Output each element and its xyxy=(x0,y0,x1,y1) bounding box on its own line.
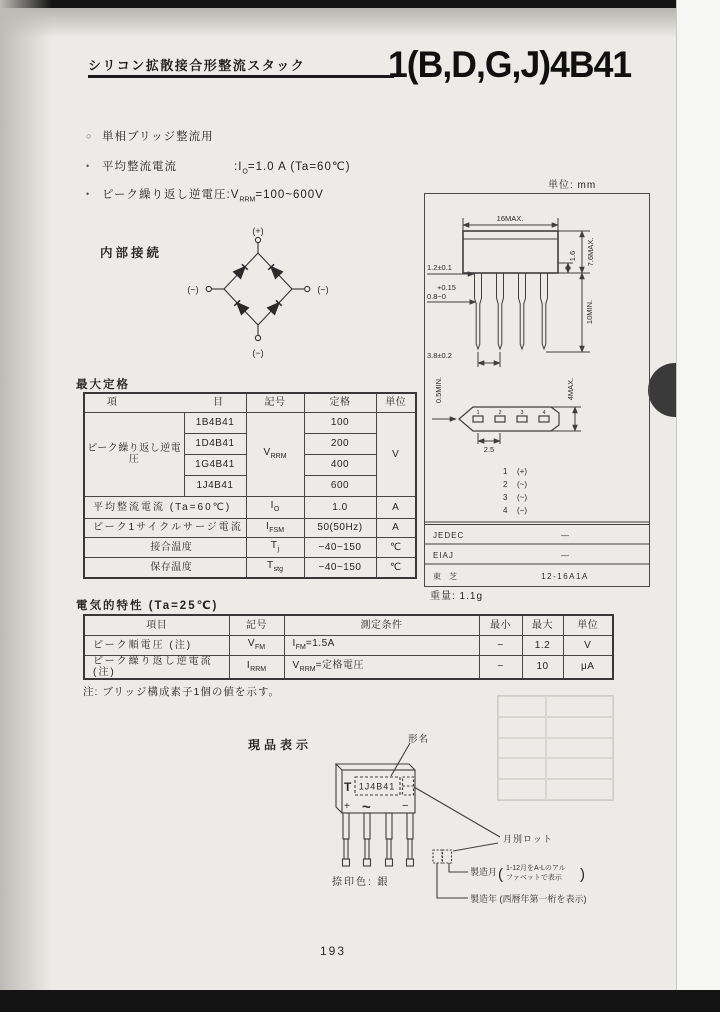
symbol-cell: $V_{FM}$ xyxy=(229,635,284,655)
item-cell: ピーク繰り返し逆電流 (注) xyxy=(84,655,229,679)
value-cell: −40~150 xyxy=(304,537,376,557)
header-condition: 測定条件 xyxy=(284,615,479,635)
plus-mark: + xyxy=(344,801,350,812)
unit-cell: ℃ xyxy=(376,557,416,578)
scan-right-margin xyxy=(676,0,720,1012)
item-cell: 接合温度 xyxy=(84,537,246,557)
eiaj-label: EIAJ xyxy=(433,551,454,560)
feature-avg-current: • 平均整流電流 $:I_O=1.0$ A (Ta=60℃) xyxy=(86,161,351,176)
condition-cell: $I_{FM}=1.5A$ xyxy=(284,635,479,655)
bottom-view-lines xyxy=(432,407,581,444)
jedec-label: JEDEC xyxy=(433,531,465,540)
dim-lead-length: 10MIN. xyxy=(585,299,594,325)
pin-legend xyxy=(503,467,527,515)
terminal-plus-label: (+) xyxy=(252,226,264,236)
year-label: 製造年 (西暦年第一桁を表示) xyxy=(470,894,587,904)
toshiba-value: 12-16A1A xyxy=(541,572,589,581)
dim-thickness: 4MAX. xyxy=(566,377,575,401)
symbol-cell: $I_O$ xyxy=(246,496,304,518)
header-unit: 単位 xyxy=(376,393,416,412)
toshiba-label: 東芝 xyxy=(433,572,465,581)
internal-connection-title: 内部接続 xyxy=(100,246,163,260)
table-row xyxy=(84,635,613,655)
item-cell: 保存温度 xyxy=(84,557,246,578)
table-row xyxy=(84,557,416,578)
table-note: 注: ブリッジ構成素子1個の値を示す。 xyxy=(83,686,280,698)
header-underline xyxy=(88,75,394,78)
product-marking-drawing xyxy=(240,725,660,910)
header-unit: 単位 xyxy=(563,615,613,635)
unit-cell: μA xyxy=(563,655,613,679)
symbol-cell: $T_{stg}$ xyxy=(246,557,304,578)
front-view-lines xyxy=(427,218,590,367)
scan-edge-bottom xyxy=(0,990,720,1012)
category-title: シリコン拡散接合形整流スタック xyxy=(88,58,306,73)
pin-numbers xyxy=(476,410,545,416)
type-cell: 1D4B41 xyxy=(184,433,246,454)
ac-mark: ~ xyxy=(362,799,371,816)
bridge-wires xyxy=(206,237,310,340)
svg-text:3(~): 3 (~) xyxy=(503,493,527,502)
unit-cell: V xyxy=(563,635,613,655)
max-cell: 1.2 xyxy=(522,635,563,655)
paren-open: ( xyxy=(498,866,503,883)
part-number: 1(B,D,G,J)4B41 xyxy=(388,44,632,85)
svg-text:4(−): 4 (−) xyxy=(503,506,527,515)
minus-mark: − xyxy=(402,800,409,812)
dim-1-6: 1.6 xyxy=(568,250,577,262)
paren-close: ) xyxy=(580,866,585,883)
marking-title: 現品表示 xyxy=(248,738,313,752)
min-cell: − xyxy=(479,635,522,655)
value-cell: 50(50Hz) xyxy=(304,518,376,537)
value-cell: 200 xyxy=(304,433,376,454)
vrrm-symbol: $V_{RRM}$ xyxy=(246,412,304,496)
type-cell: 1J4B41 xyxy=(184,475,246,496)
terminal-minus-label: (−) xyxy=(252,348,264,358)
unit-cell: A xyxy=(376,496,416,518)
terminal-ac-right-label: (~) xyxy=(317,284,329,295)
table-row xyxy=(84,518,416,537)
unit-cell: V xyxy=(376,412,416,496)
weight-label: 重量: 1.1g xyxy=(430,591,484,602)
value-cell: −40~150 xyxy=(304,557,376,578)
dim-width: 16MAX. xyxy=(496,214,524,223)
scan-edge-left xyxy=(0,0,52,1012)
header-max: 最大 xyxy=(522,615,563,635)
month-note-line1: 1-12月をA-Lのアル xyxy=(506,865,566,872)
header-item: 項目 xyxy=(84,615,229,635)
value-cell: 1.0 xyxy=(304,496,376,518)
device-marking: 1J4B41 xyxy=(358,781,396,792)
type-name-label: 形名 xyxy=(408,734,430,745)
item-cell: 平均整流電流 (Ta=60℃) xyxy=(84,496,246,518)
svg-text:1: 1 xyxy=(476,410,480,416)
svg-text:3: 3 xyxy=(520,410,524,416)
eiaj-value: ― xyxy=(561,551,569,560)
dim-standoff: 0.5MIN. xyxy=(434,376,443,404)
dim-pitch: 3.8±0.2 xyxy=(427,351,452,360)
dim-lead-thickness: 0.8−0 xyxy=(427,292,446,301)
header-symbol: 記号 xyxy=(246,393,304,412)
header-symbol: 記号 xyxy=(229,615,284,635)
diode-icons xyxy=(234,264,282,314)
header-rating: 定格 xyxy=(304,393,376,412)
condition-cell: $V_{RRM}=$定格電圧 xyxy=(284,655,479,679)
value-cell: 100 xyxy=(304,412,376,433)
dimension-labels xyxy=(427,214,595,454)
dim-tol-plus: +0.15 xyxy=(437,283,456,292)
min-cell: − xyxy=(479,655,522,679)
terminal-ac-left-label: (~) xyxy=(187,284,199,295)
circle-bullet-icon: ○ xyxy=(86,131,93,141)
table-row xyxy=(84,655,613,679)
table-row xyxy=(84,537,416,557)
dot-bullet-icon: • xyxy=(86,161,91,171)
page-number: 193 xyxy=(320,944,347,958)
value-cell: 400 xyxy=(304,454,376,475)
lot-label: 月別ロット xyxy=(503,834,553,844)
max-ratings-title: 最大定格 xyxy=(76,379,130,391)
item-cell: ピーク1サイクルサージ電流 xyxy=(84,518,246,537)
svg-text:2(~): 2 (~) xyxy=(503,480,527,489)
scan-edge-top-fade xyxy=(0,8,720,38)
max-ratings-table xyxy=(83,392,417,579)
symbol-cell: $I_{FSM}$ xyxy=(246,518,304,537)
dot-bullet-icon: • xyxy=(86,189,91,199)
feature-application: ○ 単相ブリッジ整流用 xyxy=(86,131,214,143)
dim-height: 7.6MAX. xyxy=(586,237,595,267)
toshiba-logo-icon: T xyxy=(344,780,352,794)
ink-color-label: 捺印色: 銀 xyxy=(332,877,390,888)
feature-peak-voltage: • ピーク繰り返し逆電圧$:V_{RRM}=100\sim 600V$ xyxy=(86,189,324,204)
svg-text:1(+): 1 (+) xyxy=(503,467,527,476)
dim-pin-gap: 2.5 xyxy=(483,445,495,454)
dim-lead-width: 1.2±0.1 xyxy=(427,263,452,272)
month-label: 製造月 xyxy=(470,867,498,877)
header-item: 項 目 xyxy=(84,393,246,412)
month-note-line2: ファベットで表示 xyxy=(506,874,562,882)
symbol-cell: $I_{RRM}$ xyxy=(229,655,284,679)
registry-table xyxy=(433,531,589,581)
table-header-row xyxy=(84,615,613,635)
scan-edge-top xyxy=(0,0,720,8)
elec-title: 電気的特性 (Ta=25℃) xyxy=(76,600,219,612)
table-header-row xyxy=(84,393,416,412)
type-cell: 1B4B41 xyxy=(184,412,246,433)
unit-cell: ℃ xyxy=(376,537,416,557)
header-min: 最小 xyxy=(479,615,522,635)
symbol-cell: $T_j$ xyxy=(246,537,304,557)
type-cell: 1G4B41 xyxy=(184,454,246,475)
item-cell: ピーク順電圧 (注) xyxy=(84,635,229,655)
svg-text:4: 4 xyxy=(542,410,546,416)
elec-table xyxy=(83,614,614,680)
table-row xyxy=(84,496,416,518)
unit-label: 単位: mm xyxy=(548,180,597,191)
vrrm-item: ピーク繰り返し逆電圧 xyxy=(84,412,184,496)
jedec-value: ― xyxy=(561,531,569,540)
page-thumb-tab xyxy=(648,363,676,417)
registry-divider-lines xyxy=(425,522,649,564)
max-cell: 10 xyxy=(522,655,563,679)
package-outline-drawing xyxy=(425,194,649,586)
bridge-circuit-diagram xyxy=(180,223,340,371)
table-row xyxy=(84,412,416,433)
value-cell: 600 xyxy=(304,475,376,496)
svg-text:2: 2 xyxy=(498,410,502,416)
outline-drawing-box xyxy=(424,193,650,587)
unit-cell: A xyxy=(376,518,416,537)
